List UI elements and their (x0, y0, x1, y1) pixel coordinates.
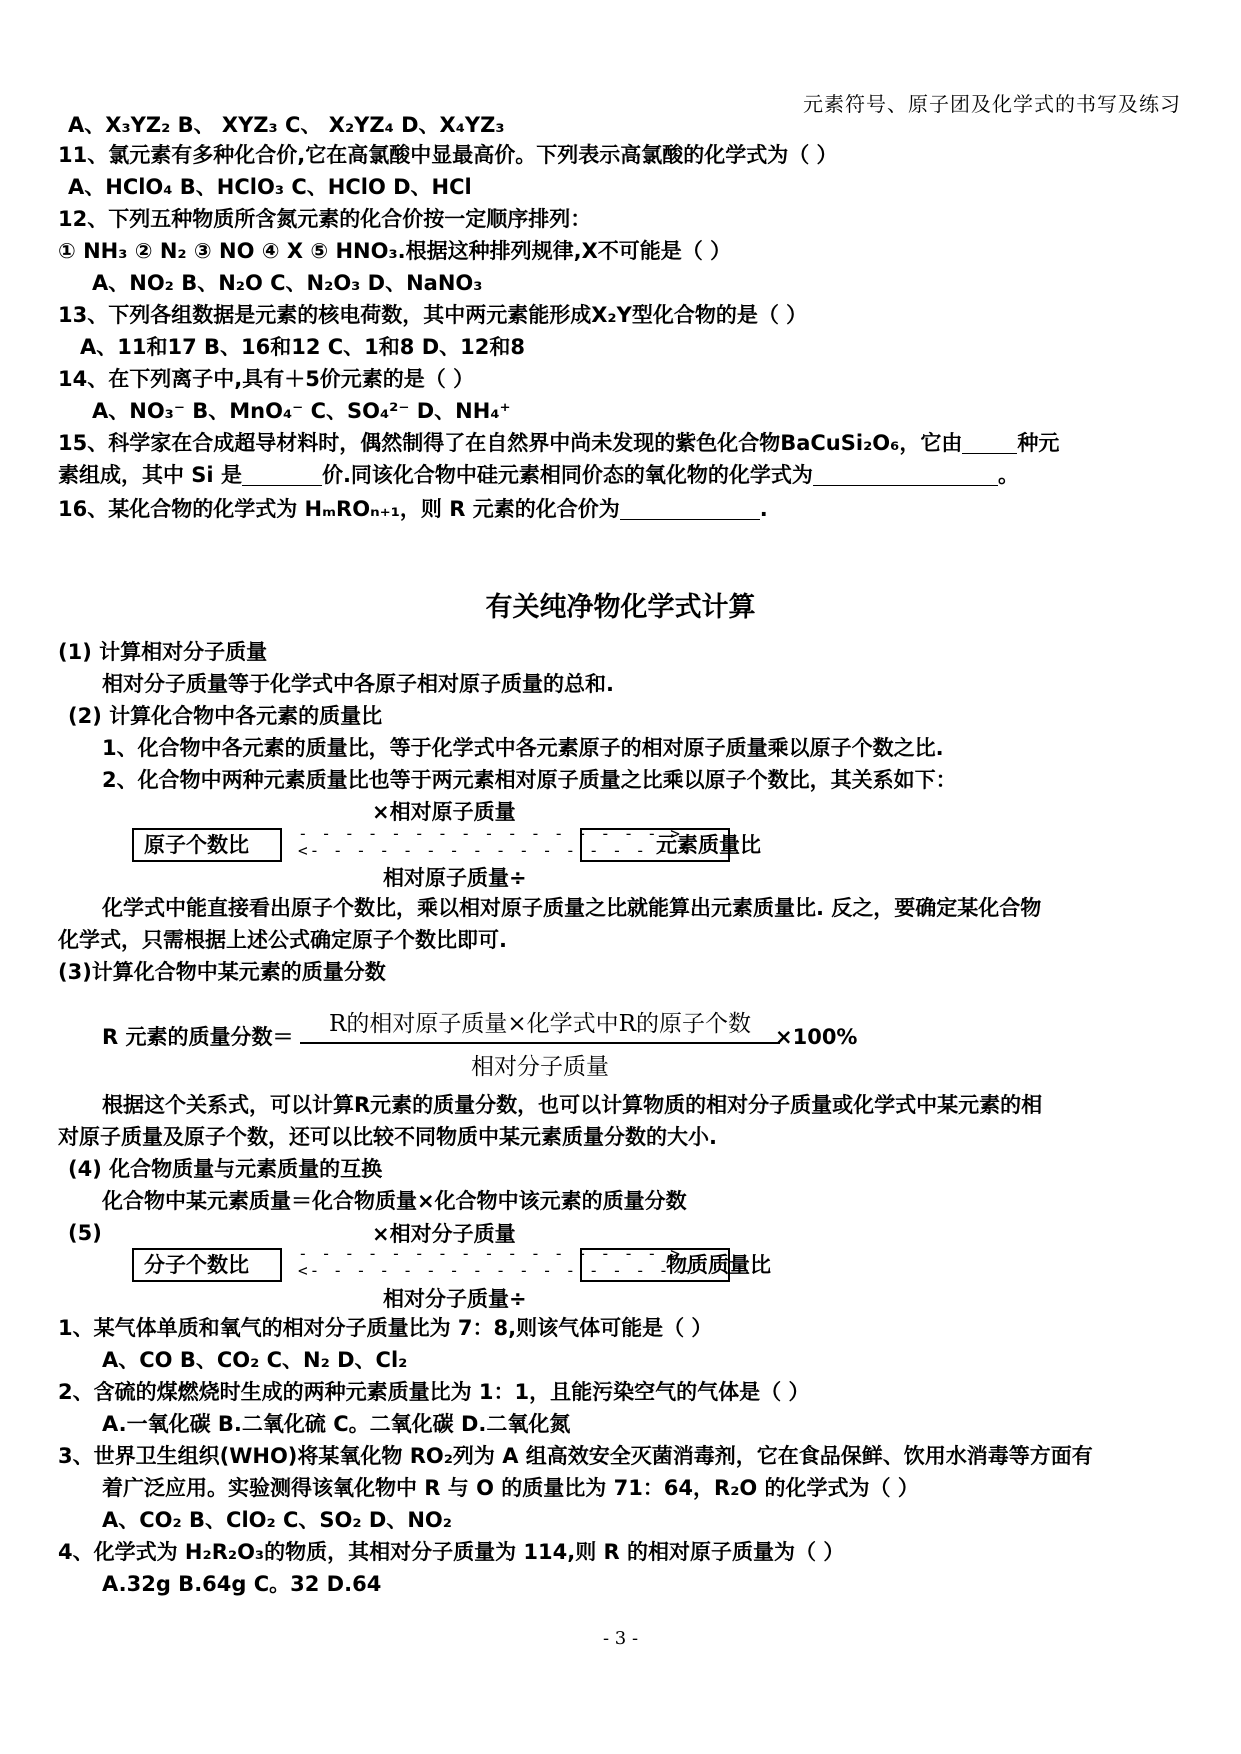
q13-options: A、11和17 B、16和12 C、1和8 D、12和8 (80, 335, 525, 359)
section-2-heading: (2) 计算化合物中各元素的质量比 (68, 704, 383, 728)
section-1-text: 相对分子质量等于化学式中各原子相对原子质量的总和. (102, 672, 614, 696)
section-2-point-2: 2、化合物中两种元素质量比也等于两元素相对原子质量之比乘以原子个数比，其关系如下： (102, 768, 957, 792)
diagram1-right-label: 元素质量比 (656, 833, 761, 857)
practice-3-line1: 3、世界卫生组织(WHO)将某氧化物 RO₂列为 A 组高效安全灭菌消毒剂，它在食品保鲜、饮用水消毒等方面有 (58, 1444, 1093, 1468)
q15-text-c: 素组成，其中 Si 是 (58, 463, 242, 487)
section-3-para-b: 对原子质量及原子个数，还可以比较不同物质中某元素质量分数的大小. (58, 1125, 717, 1149)
diagram1-left-box: 原子个数比 (132, 828, 282, 862)
practice-3-line2: 着广泛应用。实验测得该氧化物中 R 与 O 的质量比为 71：64，R₂O 的化学式为（ ） (102, 1476, 919, 1500)
q16-blank[interactable] (620, 497, 760, 520)
formula-rhs: ×100% (775, 1025, 858, 1049)
section-4-text: 化合物中某元素质量＝化合物质量×化合物中该元素的质量分数 (102, 1189, 687, 1213)
page-number: - 3 - (602, 1628, 639, 1649)
diagram1-bottom-label: 相对原子质量÷ (383, 866, 527, 890)
section-3-para-a: 根据这个关系式，可以计算R元素的质量分数，也可以计算物质的相对分子质量或化学式中某元素的相 (102, 1093, 1043, 1117)
question-15-line2 (58, 460, 1019, 490)
question-16 (58, 494, 768, 524)
q14-options: A、NO₃⁻ B、MnO₄⁻ C、SO₄²⁻ D、NH₄⁺ (92, 399, 511, 423)
formula-lhs: R 元素的质量分数＝ (102, 1025, 294, 1049)
question-14: 14、在下列离子中,具有＋5价元素的是（ ） (58, 367, 475, 391)
q12-items: ① NH₃ ② N₂ ③ NO ④ X ⑤ HNO₃.根据这种排列规律,X不可能是（ ） (58, 239, 732, 263)
q15-text-d: 价.同该化合物中硅元素相同价态的氧化物的化学式为 (321, 463, 813, 487)
practice-4-options: A.32g B.64g C。32 D.64 (102, 1572, 382, 1596)
q11-options: A、HClO₄ B、HClO₃ C、HClO D、HCl (68, 175, 472, 199)
diagram2-top-label: ×相对分子质量 (372, 1222, 516, 1246)
section-4-heading: (4) 化合物质量与元素质量的互换 (68, 1157, 383, 1181)
diagram1-backward-arrow: <- - - - - - - - - - - - - - - - - (298, 841, 694, 860)
q15-blank-2[interactable] (242, 463, 322, 486)
section-5-heading: (5) (68, 1221, 102, 1245)
section-3-heading: (3)计算化合物中某元素的质量分数 (58, 960, 386, 984)
diagram2-left-box: 分子个数比 (132, 1248, 282, 1282)
question-13: 13、下列各组数据是元素的核电荷数，其中两元素能形成X₂Y型化合物的是（ ） (58, 303, 808, 327)
practice-2: 2、含硫的煤燃烧时生成的两种元素质量比为 1：1，且能污染空气的气体是（ ） (58, 1380, 810, 1404)
section-2-para-b: 化学式，只需根据上述公式确定原子个数比即可. (58, 928, 507, 952)
diagram1-forward-arrow: - - - - - - - - - - - - - - - - > (298, 824, 682, 843)
practice-3-options: A、CO₂ B、ClO₂ C、SO₂ D、NO₂ (102, 1508, 452, 1532)
q12-options: A、NO₂ B、N₂O C、N₂O₃ D、NaNO₃ (92, 271, 483, 295)
formula-fraction (300, 1005, 780, 1081)
practice-4: 4、化学式为 H₂R₂O₃的物质，其相对分子质量为 114,则 R 的相对原子质量为（ ） (58, 1540, 845, 1564)
q15-text-e: 。 (997, 463, 1019, 487)
q15-blank-1[interactable] (962, 431, 1017, 454)
page-header: 元素符号、原子团及化学式的书写及练习 (803, 92, 1181, 116)
diagram2-forward-arrow: - - - - - - - - - - - - - - - - > (298, 1244, 682, 1263)
practice-1: 1、某气体单质和氧气的相对分子质量比为 7：8,则该气体可能是（ ） (58, 1316, 713, 1340)
section-1-heading: (1) 计算相对分子质量 (58, 640, 268, 664)
diagram2-right-label: 物质质量比 (666, 1253, 771, 1277)
section-title: 有关纯净物化学式计算 (485, 592, 756, 623)
q15-blank-3[interactable] (813, 463, 998, 486)
section-2-para-a: 化学式中能直接看出原子个数比，乘以相对原子质量之比就能算出元素质量比. 反之，要确定某化合物 (102, 896, 1042, 920)
diagram1-top-label: ×相对原子质量 (372, 800, 516, 824)
formula-numerator: R的相对原子质量×化学式中R的原子个数 (300, 1005, 780, 1044)
q15-text-a: 15、科学家在合成超导材料时，偶然制得了在自然界中尚未发现的紫色化合物BaCuSi₂O₆，它由 (58, 431, 963, 455)
question-12: 12、下列五种物质所含氮元素的化合价按一定顺序排列： (58, 207, 592, 231)
q10-options: A、X₃YZ₂ B、 XYZ₃ C、 X₂YZ₄ D、X₄YZ₃ (68, 113, 505, 137)
practice-1-options: A、CO B、CO₂ C、N₂ D、Cl₂ (102, 1348, 408, 1372)
q16-text-b: . (759, 497, 768, 521)
question-15-line1 (58, 428, 1059, 458)
diagram2-bottom-label: 相对分子质量÷ (383, 1287, 527, 1311)
diagram2-backward-arrow: <- - - - - - - - - - - - - - - - - (298, 1261, 694, 1280)
formula-denominator: 相对分子质量 (471, 1054, 609, 1080)
section-2-point-1: 1、化合物中各元素的质量比，等于化学式中各元素原子的相对原子质量乘以原子个数之比. (102, 736, 944, 760)
q15-text-b: 种元 (1017, 431, 1060, 455)
question-11: 11、氯元素有多种化合价,它在高氯酸中显最高价。下列表示高氯酸的化学式为（ ） (58, 143, 838, 167)
q16-text-a: 16、某化合物的化学式为 HₘROₙ₊₁，则 R 元素的化合价为 (58, 497, 620, 521)
practice-2-options: A.一氧化碳 B.二氧化硫 C。二氧化碳 D.二氧化氮 (102, 1412, 571, 1436)
